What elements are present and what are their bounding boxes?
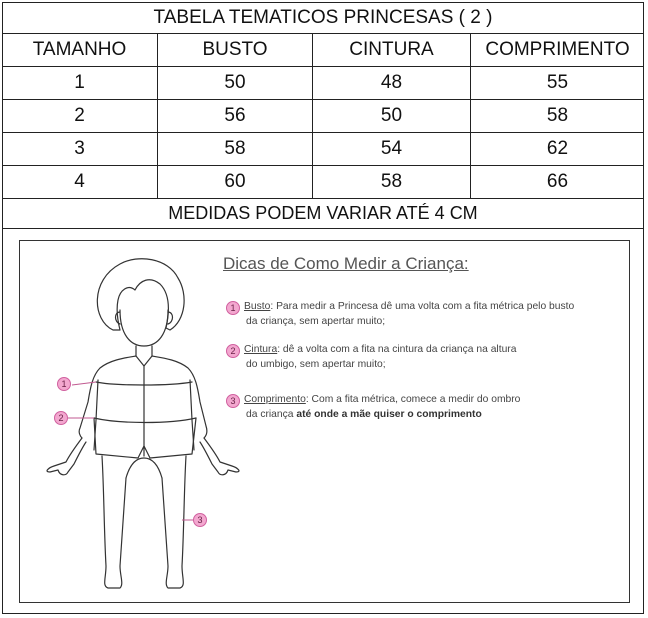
table-row bbox=[2, 133, 644, 166]
tip-text-continued: do umbigo, sem apertar muito; bbox=[246, 359, 386, 370]
cell-comprimento: 62 bbox=[546, 138, 569, 159]
tip-bust bbox=[226, 300, 574, 329]
cell-cintura: 50 bbox=[313, 100, 471, 132]
cell-busto: 50 bbox=[158, 67, 313, 99]
cell-tamanho: 3 bbox=[2, 133, 158, 165]
header-tamanho: TAMANHO bbox=[2, 34, 158, 66]
cell-tamanho: 4 bbox=[2, 166, 158, 198]
child-figure-illustration bbox=[20, 250, 260, 598]
table-row bbox=[2, 166, 644, 199]
tip-number: 3 bbox=[226, 394, 240, 408]
tip-keyword: Comprimento bbox=[244, 394, 306, 405]
tip-text: : dê a volta com a fita na cintura da criança na altura bbox=[277, 344, 517, 355]
cell-busto: 56 bbox=[158, 100, 313, 132]
header-busto: BUSTO bbox=[158, 34, 313, 66]
cell-comprimento: 66 bbox=[546, 171, 569, 192]
cell-comprimento: 58 bbox=[546, 105, 569, 126]
waist-marker: 2 bbox=[54, 411, 68, 425]
cell-busto: 60 bbox=[158, 166, 313, 198]
tip-bold-text: até onde a mãe quiser o comprimento bbox=[296, 409, 482, 420]
tip-number: 2 bbox=[226, 344, 240, 358]
tip-length bbox=[226, 393, 520, 422]
cell-comprimento: 55 bbox=[546, 72, 569, 93]
cell-busto: 58 bbox=[158, 133, 313, 165]
tip-text-continued bbox=[226, 408, 520, 422]
tip-text-prefix: da criança bbox=[246, 409, 297, 420]
length-marker: 3 bbox=[193, 513, 207, 527]
tip-waist bbox=[226, 343, 516, 372]
tip-keyword: Cintura bbox=[244, 344, 278, 355]
cell-cintura: 58 bbox=[313, 166, 471, 198]
header-cintura: CINTURA bbox=[313, 34, 471, 66]
bust-marker: 1 bbox=[57, 377, 71, 391]
tip-text-continued: da criança, sem apertar muito; bbox=[246, 316, 386, 327]
table-title: TABELA TEMATICOS PRINCESAS ( 2 ) bbox=[2, 2, 644, 34]
table-header-row bbox=[2, 34, 644, 67]
tip-text: : Com a fita métrica, comece a medir do ombro bbox=[305, 394, 521, 405]
tip-text: : Para medir a Princesa dê uma volta com a fita métrica pelo busto bbox=[270, 301, 575, 312]
cell-tamanho: 2 bbox=[2, 100, 158, 132]
cell-cintura: 48 bbox=[313, 67, 471, 99]
tips-title: Dicas de Como Medir a Criança: bbox=[223, 254, 469, 273]
tip-keyword: Busto bbox=[244, 301, 271, 312]
tip-number: 1 bbox=[226, 301, 240, 315]
header-comprimento: COMPRIMENTO bbox=[485, 39, 630, 60]
cell-tamanho: 1 bbox=[2, 67, 158, 99]
variation-note: MEDIDAS PODEM VARIAR ATÉ 4 CM bbox=[2, 199, 644, 229]
cell-cintura: 54 bbox=[313, 133, 471, 165]
table-row bbox=[2, 100, 644, 133]
table-row bbox=[2, 67, 644, 100]
